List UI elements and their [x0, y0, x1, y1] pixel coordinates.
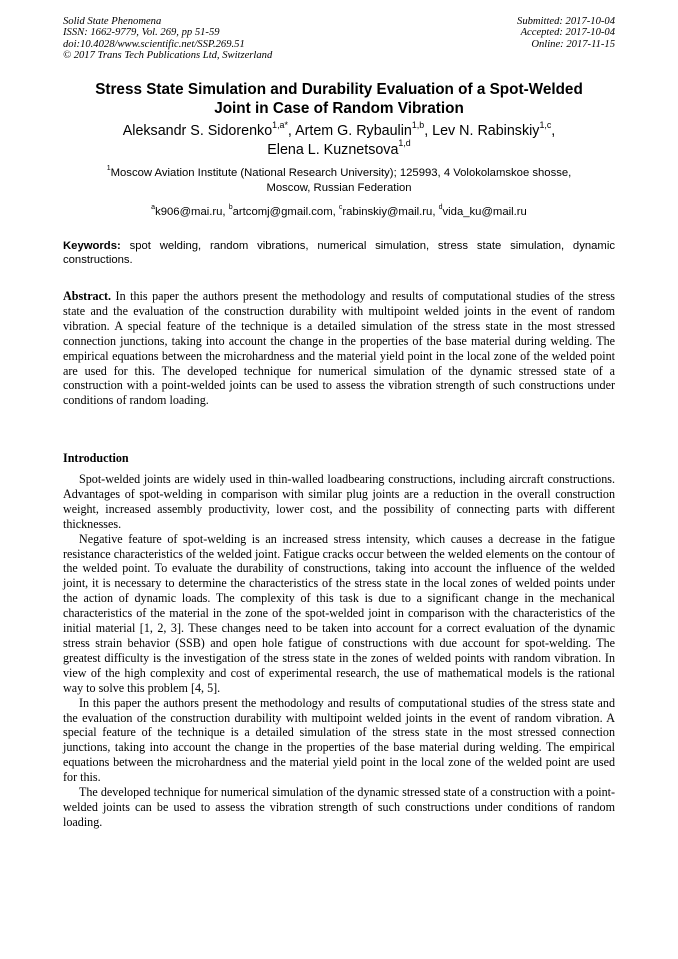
abstract-text: In this paper the authors present the methodology and results of computational studies of the stress state and the evaluation of the construction durability with multipoint welded joints in the event of random vibration. A special feature of the technique is a detailed simulation of the stress state in the most stressed connection junctions, taking into account the change in the properties of the base material during welding. The empirical equations between the microhardness and the material yield point in the local zone of the welded point are used for this. The developed technique for numerical simulation of the dynamic stressed state of a construction with a point-welded joints can be used to assess the vibration strength of such constructions under conditions of random loading.	[63, 289, 615, 408]
online-date: Online: 2017-11-15	[531, 38, 615, 50]
email-d[interactable]: vida_ku@mail.ru	[442, 206, 527, 218]
keywords-block	[63, 239, 615, 268]
copyright-line: © 2017 Trans Tech Publications Ltd, Switzerland	[63, 50, 273, 62]
email-sup: b	[228, 204, 233, 212]
title-line-1: Stress State Simulation and Durability Evaluation of a Spot-Welded	[95, 81, 583, 98]
title-line-2: Joint in Case of Random Vibration	[214, 100, 464, 117]
journal-header	[63, 16, 272, 62]
email-sup: c	[338, 204, 343, 212]
accepted-date: Accepted: 2017-10-04	[520, 27, 615, 39]
dates-header	[517, 16, 615, 50]
affiliation	[63, 166, 615, 196]
author-name: Aleksandr S. Sidorenko	[122, 123, 273, 139]
email-sup: d	[438, 204, 443, 212]
email-c[interactable]: rabinskiy@mail.ru,	[342, 206, 436, 218]
paragraph: In this paper the authors present the methodology and results of computational studies of the stress state and the evaluation of the construction durability with multipoint welded joints in the event of random vibration. A special feature of the technique is a detailed simulation of the stress state in the most stressed connection junctions, taking into account the change in the properties of the base material during welding. The empirical equations between the microhardness and the material yield point in the local zone of the welded point are used for this.	[63, 695, 615, 785]
issn-line: ISSN: 1662-9779, Vol. 269, pp 51-59	[63, 27, 220, 39]
email-a[interactable]: k906@mai.ru,	[155, 206, 226, 218]
author-sup: 1,a*	[272, 119, 288, 130]
affiliation-sup: 1	[106, 165, 111, 173]
author-sup: 1,d	[398, 138, 411, 149]
author-sup: 1,b	[411, 119, 425, 130]
keywords-label: Keywords:	[63, 240, 121, 252]
email-b[interactable]: artcomj@gmail.com,	[232, 206, 336, 218]
submitted-date: Submitted: 2017-10-04	[517, 16, 615, 27]
paragraph: Negative feature of spot-welding is an increased stress intensity, which causes a decrease in the fatigue resistance characteristics of the welded joint. Fatigue cracks occur between the welded elements on the contour of the welded point. To evaluate the durability of constructions, taking into account the influence of the welded joint, it is necessary to determine the characteristics of the stress state in the local zones of welded points under the action of dynamic loads. The complexity of this task is due to a significant change in the mechanical characteristics of the material in the zone of the spot-welded joint in comparison with the characteristics of the initial material [1, 2, 3]. These changes need to be taken into account for a correct evaluation of the dynamic stress strain behavior (SSB) and open hole fatigue of constructions with due account for spot-welding. The greatest difficulty is the investigation of the stress state in the zones of welded points with random vibration. In view of the high complexity and cost of experimental research, the use of mathematical models is the rational way to solve this problem [4, 5].	[63, 531, 615, 695]
doi-line[interactable]: doi:10.4028/www.scientific.net/SSP.269.51	[63, 38, 245, 50]
author-name: Artem G. Rybaulin	[295, 123, 412, 139]
author-name: Elena L. Kuznetsova	[267, 141, 399, 158]
paragraph: Spot-welded joints are widely used in thin-walled loadbearing constructions, including aircraft constructions. Advantages of spot-welding in comparison with similar plug joints are a reduction in the overall construction weight, increased assembly productivity, lower cost, and the possibility of connecting parts with different thicknesses.	[63, 472, 615, 531]
abstract-label: Abstract.	[63, 289, 112, 303]
paragraph: The developed technique for numerical simulation of the dynamic stressed state of a construction with a point-welded joints can be used to assess the vibration strength of such constructions under conditions of random loading.	[63, 785, 615, 829]
section-heading-introduction: Introduction	[63, 451, 129, 465]
author-list: Aleksandr S. Sidorenko$^{1,a*}$, Artem G. Rybaulin$^{1,b}$, Lev N. Rabinskiy$^{1,c}$, Elena L. Kuznetsova$^{1,d}$	[122, 119, 556, 158]
author-name: Lev N. Rabinskiy	[432, 123, 540, 139]
keywords-text: spot welding, random vibrations, numerical simulation, stress state simulation, dynamic constructions.	[63, 240, 616, 267]
paper-title	[63, 80, 615, 118]
email-list	[63, 205, 615, 219]
affiliation-line-2: Moscow, Russian Federation	[266, 182, 412, 194]
author-sup: 1,c	[539, 119, 552, 130]
journal-name: Solid State Phenomena	[63, 16, 162, 27]
abstract-block	[63, 289, 615, 408]
email-sup: a	[151, 204, 156, 212]
affiliation-line-1: Moscow Aviation Institute (National Research University); 125993, 4 Volokolamskoe shosse,	[110, 167, 572, 179]
introduction-body	[63, 472, 615, 830]
